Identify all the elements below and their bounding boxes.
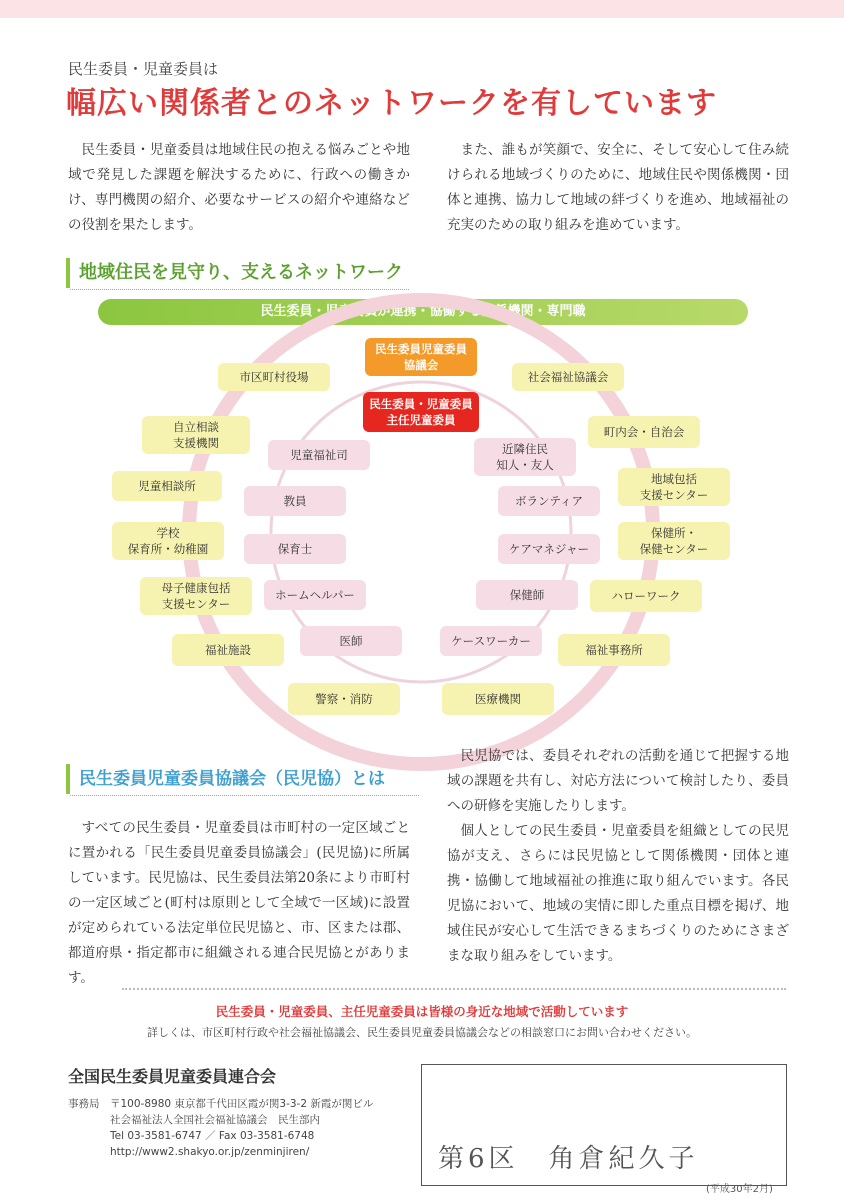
network-banner: 民生委員・児童委員が連携・協働する関係機関・専門職 <box>98 299 748 325</box>
inner-node-volunteer: ボランティア <box>498 486 600 516</box>
outer-node-hello-work: ハローワーク <box>590 580 702 612</box>
inner-node-neighbors: 近隣住民 知人・友人 <box>474 438 576 476</box>
intro-right-paragraph: また、誰もが笑顔で、安全に、そして安心して住み続けられる地域づくりのために、地域住民や関係機関・団体と連携、協力して地域の絆づくりを進め、地域福祉の充実のための取り組みを進めています。 <box>447 142 789 233</box>
inner-node-home-helper: ホームヘルパー <box>264 580 366 610</box>
minjikyo-heading: 民生委員児童委員協議会（民児協）とは <box>66 764 419 794</box>
outer-node-maternal: 母子健康包括 支援センター <box>140 577 252 615</box>
handwritten-signature: 第6区 角倉紀久子 <box>438 1144 699 1174</box>
minjikyo-right-paragraph-1: 民児協では、委員それぞれの活動を通じて把握する地域の課題を共有し、対応方法について検討したり、委員への研修を実施したりします。 <box>447 748 789 814</box>
office-label: 事務局 <box>68 1098 100 1110</box>
issue-date: (平成30年2月) <box>706 1184 773 1195</box>
outer-node-child-consult: 児童相談所 <box>112 471 222 501</box>
inner-node-care-manager: ケアマネジャー <box>498 534 600 564</box>
center-council-node: 民生委員児童委員 協議会 <box>365 338 477 376</box>
outer-node-health-center: 保健所・ 保健センター <box>618 522 730 560</box>
address-line: 〒100-8980 東京都千代田区霞が関3-3-2 新霞が関ビル <box>110 1098 374 1110</box>
inner-node-teacher: 教員 <box>244 486 346 516</box>
inner-node-caseworker: ケースワーカー <box>440 626 542 656</box>
inner-node-doctor: 医師 <box>300 626 402 656</box>
inner-node-child-welfare-officer: 児童福祉司 <box>268 440 370 470</box>
notice-sub: 詳しくは、市区町村行政や社会福祉協議会、民生委員児童委員協議会などの相談窓口にお問い合わせください。 <box>147 1026 697 1039</box>
outer-node-social-welfare: 社会福祉協議会 <box>512 363 624 391</box>
organization-name: 全国民生委員児童委員連合会 <box>68 1067 277 1086</box>
minjikyo-right-paragraph-2: 個人としての民生委員・児童委員を組織としての民児協が支え、さらには民児協として関係機関・団体と連携・協働して地域福祉の推進に取り組んでいます。各民児協において、地域の実情に即した重点目標を掲げ、地域住民が安心して生活できるまちづくりのためにさまざまな取り組みをしています。 <box>447 823 789 964</box>
inner-node-public-health-nurse: 保健師 <box>476 580 578 610</box>
divider <box>122 988 786 990</box>
phone-line: Tel 03-3581-6747 ／ Fax 03-3581-6748 <box>110 1130 315 1142</box>
outer-node-self-support: 自立相談 支援機関 <box>142 416 250 454</box>
outer-node-school: 学校 保育所・幼稚園 <box>112 522 224 560</box>
intro-left-paragraph: 民生委員・児童委員は地域住民の抱える悩みごとや地域で発見した課題を解決するために、行政への働きかけ、専門機関の紹介、必要なサービスの紹介や連絡などの役割を果たします。 <box>68 142 410 233</box>
network-heading: 地域住民を見守り、支えるネットワーク <box>66 258 409 288</box>
outer-node-medical: 医療機関 <box>442 683 554 715</box>
outer-node-city-hall: 市区町村役場 <box>218 363 330 391</box>
notice-main: 民生委員・児童委員、主任児童委員は皆様の身近な地域で活動しています <box>215 1004 629 1019</box>
website-link[interactable]: http://www2.shakyo.or.jp/zenminjiren/ <box>110 1146 310 1158</box>
page-headline: 幅広い関係者とのネットワークを有しています <box>66 86 717 121</box>
org-line: 社会福祉法人全国社会福祉協議会 民生部内 <box>110 1114 320 1126</box>
outer-node-community-care: 地域包括 支援センター <box>618 468 730 506</box>
minjikyo-left-paragraph: すべての民生委員・児童委員は市町村の一定区域ごとに置かれる「民生委員児童委員協議会」(民児協)に所属しています。民児協は、民生委員法第20条により市町村の一定区域ごと(町村は原則として全域で一区域)に設置が定められている法定単位民児協と、市、区または郡、都道府県・指定都市に組織される連合民児協とがあります。 <box>68 820 410 986</box>
kicker-text: 民生委員・児童委員は <box>68 60 219 78</box>
outer-node-police: 警察・消防 <box>288 683 400 715</box>
inner-node-nursery-teacher: 保育士 <box>244 534 346 564</box>
outer-node-neighborhood: 町内会・自治会 <box>588 416 700 448</box>
outer-node-welfare-facility: 福祉施設 <box>172 634 284 666</box>
center-member-node: 民生委員・児童委員 主任児童委員 <box>363 392 479 432</box>
outer-node-welfare-office: 福祉事務所 <box>558 634 670 666</box>
